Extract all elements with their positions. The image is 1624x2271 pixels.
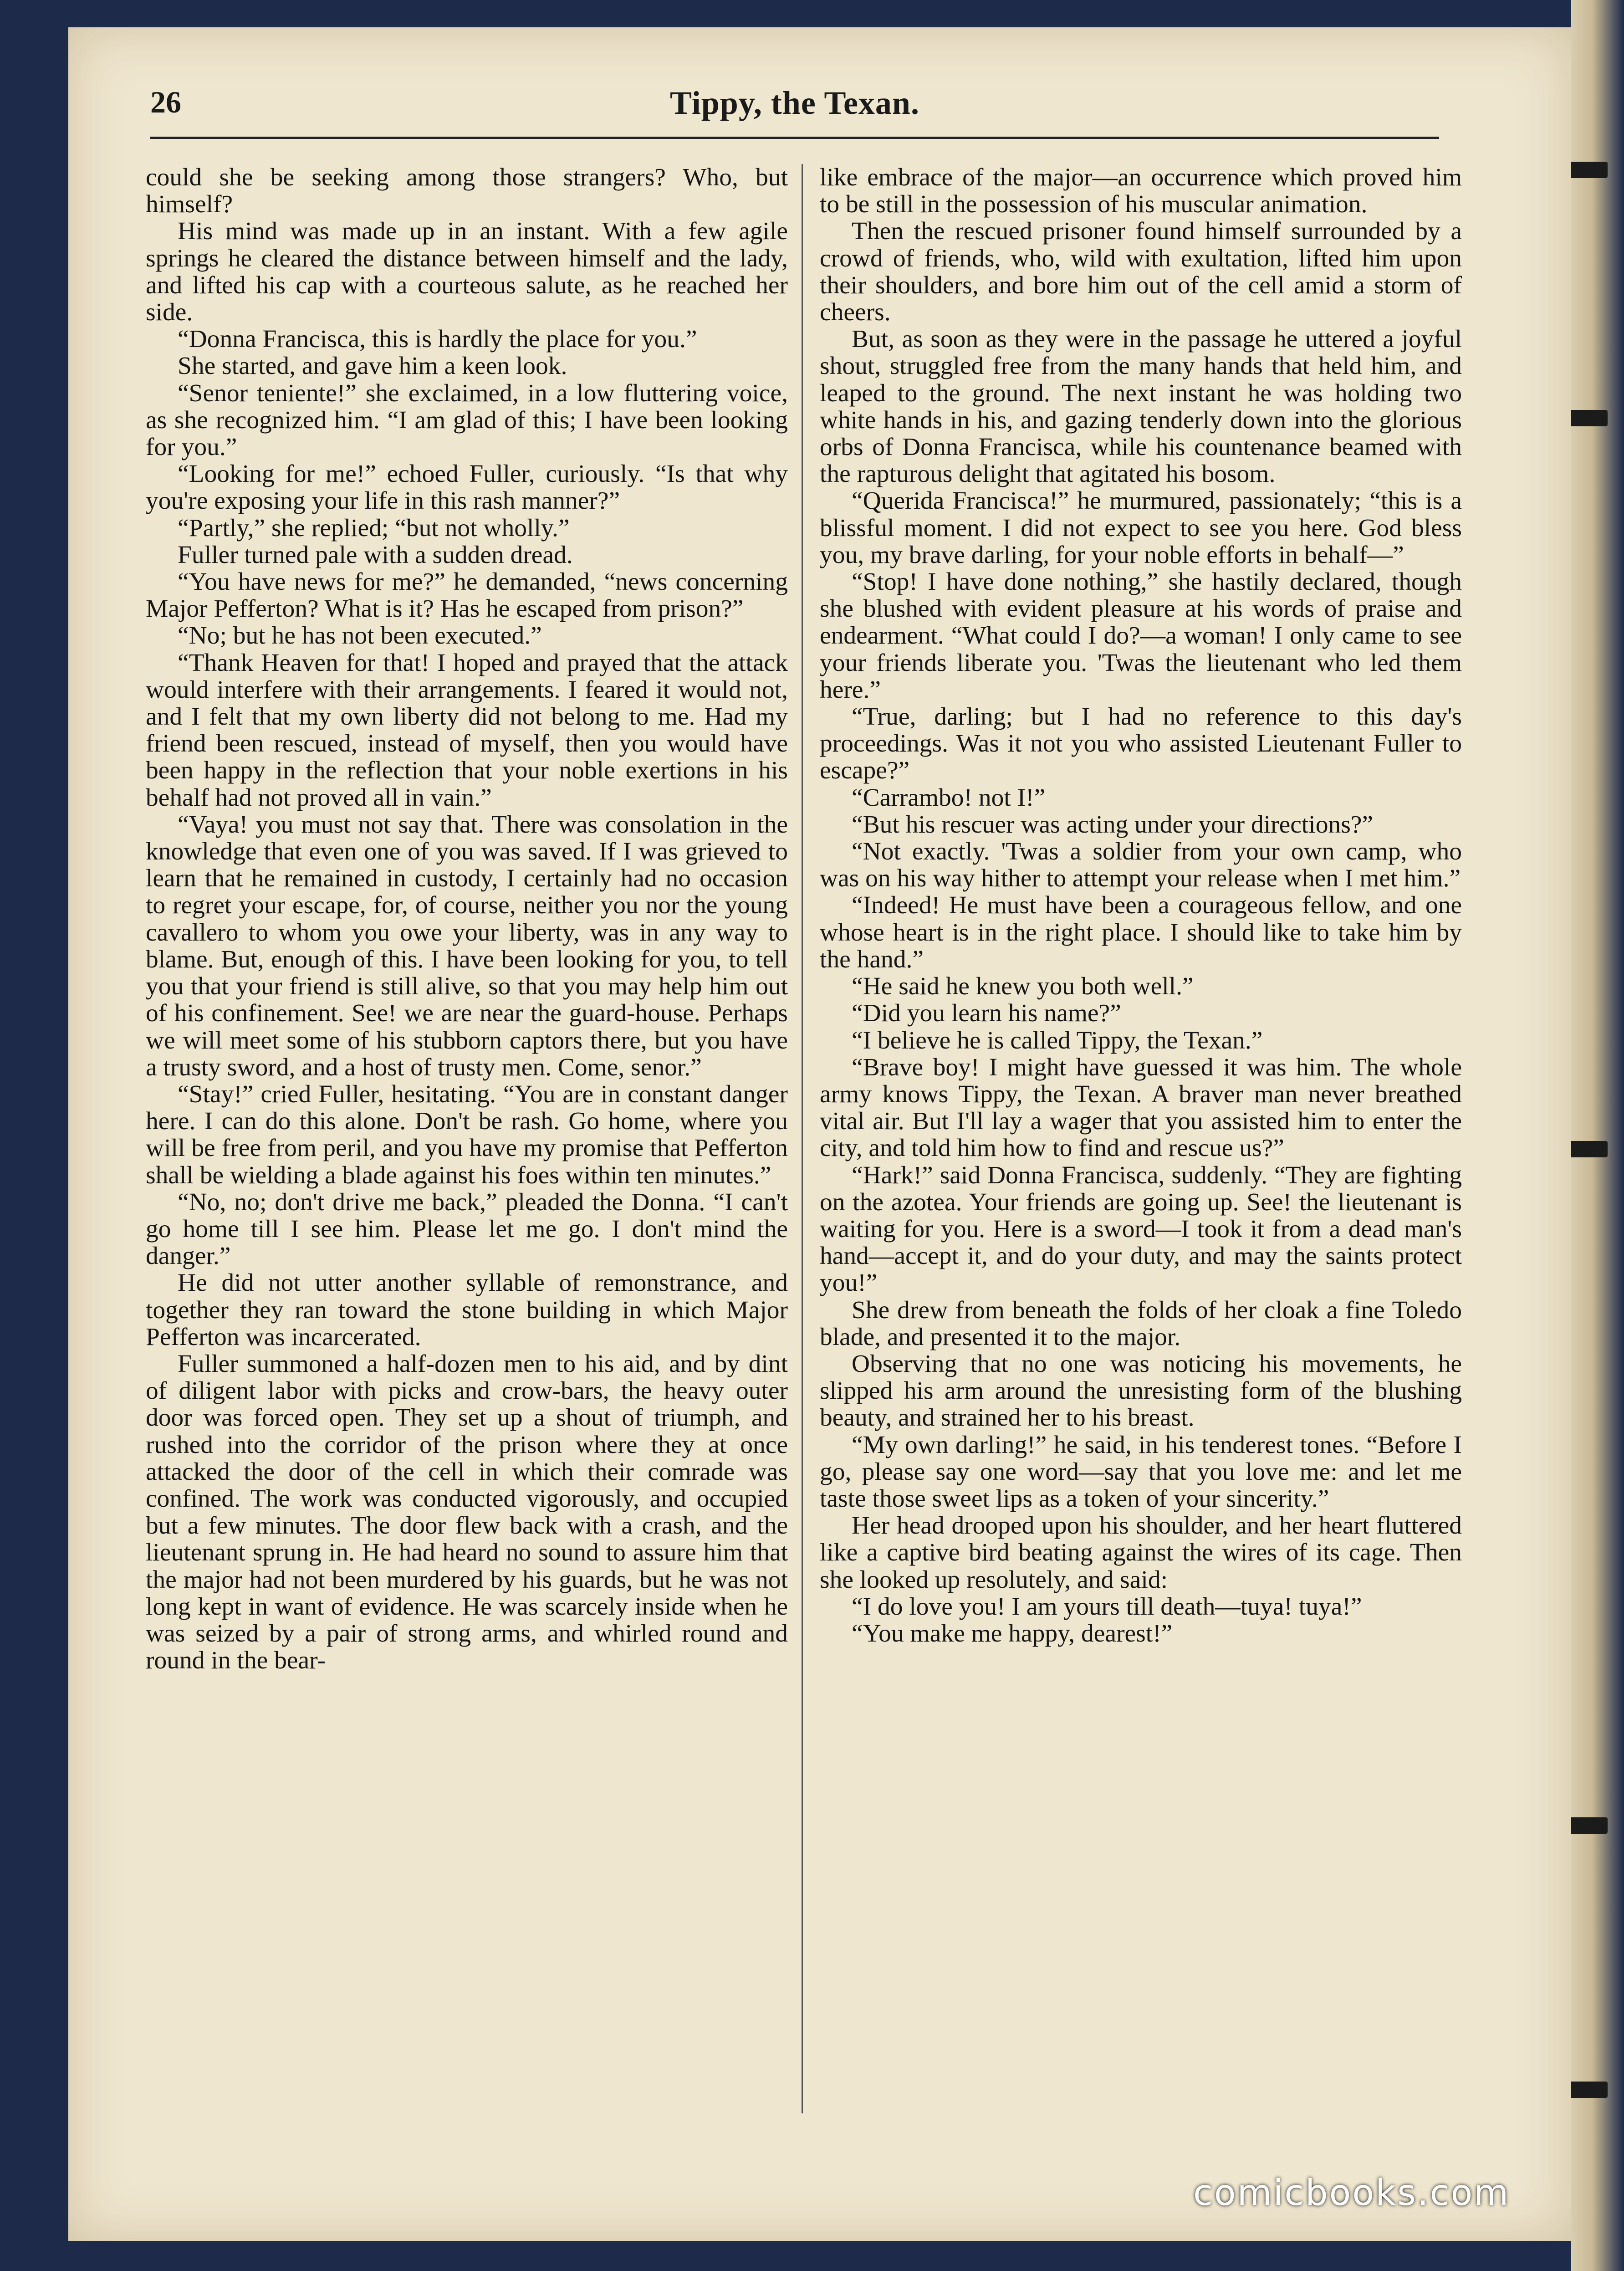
paragraph: “But his rescuer was acting under your directions?” bbox=[852, 810, 1374, 839]
paragraph: “Not exactly. 'Twas a soldier from your own camp, who was on his way hither to attempt your release when I met him.” bbox=[820, 838, 1462, 893]
paragraph: Her head drooped upon his shoulder, and her heart fluttered like a captive bird beating against the wires of its cage. Then she looked up resolutely, and said: bbox=[820, 1512, 1462, 1594]
paragraph: “Stay!” cried Fuller, hesitating. “You are in constant danger here. I can do this alone. Don't be rash. Go home, where you will be free from peril, and you have my promise that Pefferton shall be wielding a blade against his foes within ten minutes.” bbox=[146, 1080, 788, 1189]
left-column bbox=[146, 164, 788, 1674]
paragraph: Fuller summoned a half-dozen men to his aid, and by dint of diligent labor with picks and crow-bars, the heavy outer door was forced open. They set up a shout of triumph, and rushed into the corridor of the prison where they at once attacked the door of the cell in which their comrade was confined. The work was conducted vigorously, and occupied but a few minutes. The door flew back with a crash, and the lieutenant sprung in. He had heard no sound to assure him that the major had not been murdered by his guards, but he was not long kept in want of evidence. He was scarcely inside when he was seized by a pair of strong arms, and whirled round and round in the bear- bbox=[146, 1350, 788, 1675]
page-number: 26 bbox=[150, 85, 181, 119]
binding-spine bbox=[1571, 0, 1624, 2271]
paragraph: “Did you learn his name?” bbox=[852, 999, 1121, 1028]
running-header bbox=[150, 84, 1439, 125]
paragraph: “Donna Francisca, this is hardly the place for you.” bbox=[178, 325, 697, 353]
paragraph: “I do love you! I am yours till death—tuya! tuya!” bbox=[852, 1592, 1362, 1621]
paragraph: “He said he knew you both well.” bbox=[852, 972, 1194, 1001]
paragraph: “Thank Heaven for that! I hoped and prayed that the attack would interfere with their arrangements. I feared it would not, and I felt that my own liberty did not belong to me. Had my friend been rescued, instead of myself, then you would have been happy in the reflection that your noble exertions in his behalf had not proved all in vain.” bbox=[146, 649, 788, 812]
paragraph: Fuller turned pale with a sudden dread. bbox=[178, 541, 573, 569]
paragraph: “Senor teniente!” she exclaimed, in a low fluttering voice, as she recognized him. “I am glad of this; I have been looking for you.” bbox=[146, 379, 788, 461]
paragraph: He did not utter another syllable of remonstrance, and together they ran toward the stone building in which Major Pefferton was incarcerated. bbox=[146, 1269, 788, 1351]
paragraph: “Stop! I have done nothing,” she hastily declared, though she blushed with evident pleasure at his words of praise and endearment. “What could I do?—a woman! I only came to see your friends liberate you. 'Twas the lieutenant who led them here.” bbox=[820, 568, 1462, 704]
header-rule bbox=[150, 137, 1439, 139]
column-divider bbox=[802, 164, 803, 2113]
paragraph: She started, and gave him a keen look. bbox=[178, 352, 567, 380]
paragraph: “Vaya! you must not say that. There was consolation in the knowledge that even one of you was saved. If I was grieved to learn that he remained in custody, I certainly had no occasion to regret your escape, for, of course, neither you nor the young cavallero to whom you owe your liberty, was in any way to blame. But, enough of this. I have been looking for you, to tell you that your friend is still alive, so that you may help him out of his confinement. See! we are near the guard-house. Perhaps we will meet some of his stubborn captors there, but you have a trusty sword, and a host of trusty men. Come, senor.” bbox=[146, 810, 788, 1081]
paragraph: Observing that no one was noticing his movements, he slipped his arm around the unresisting form of the blushing beauty, and strained her to his breast. bbox=[820, 1350, 1462, 1432]
paragraph: “My own darling!” he said, in his tenderest tones. “Before I go, please say one word—say that you love me: and let me taste those sweet lips as a token of your sincerity.” bbox=[820, 1431, 1462, 1513]
page-title: Tippy, the Texan. bbox=[670, 85, 919, 121]
paragraph: “Carrambo! not I!” bbox=[852, 783, 1046, 812]
paragraph: But, as soon as they were in the passage he uttered a joyful shout, struggled free from the many hands that held him, and leaped to the ground. The next instant he was holding two white hands in his, and gazing tenderly down into the glorious orbs of Donna Francisca, while his countenance beamed with the rapturous delight that agitated his bosom. bbox=[820, 325, 1462, 488]
paragraph: “No; but he has not been executed.” bbox=[178, 622, 542, 650]
site-watermark: comicbooks.com bbox=[1193, 2173, 1510, 2214]
paragraph: “Indeed! He must have been a courageous fellow, and one whose heart is in the right place. I should like to take him by the hand.” bbox=[820, 891, 1462, 973]
paragraph: like embrace of the major—an occurrence which proved him to be still in the possession of his muscular animation. bbox=[820, 164, 1462, 219]
paragraph: “Partly,” she replied; “but not wholly.” bbox=[178, 514, 570, 542]
paragraph: “I believe he is called Tippy, the Texan.” bbox=[852, 1026, 1263, 1054]
paragraph: She drew from beneath the folds of her cloak a fine Toledo blade, and presented it to the major. bbox=[820, 1296, 1462, 1351]
paragraph: “You have news for me?” he demanded, “news concerning Major Pefferton? What is it? Has he escaped from prison?” bbox=[146, 568, 788, 623]
paragraph: could she be seeking among those strangers? Who, but himself? bbox=[146, 164, 788, 219]
paragraph: Then the rescued prisoner found himself surrounded by a crowd of friends, who, wild with exultation, lifted him upon their shoulders, and bore him out of the cell amid a storm of cheers. bbox=[820, 217, 1462, 327]
paragraph: “Brave boy! I might have guessed it was him. The whole army knows Tippy, the Texan. A braver man never breathed vital air. But I'll lay a wager that you assisted him to enter the city, and told him how to find and rescue us?” bbox=[820, 1053, 1462, 1162]
paragraph: “Querida Francisca!” he murmured, passionately; “this is a blissful moment. I did not expect to see you here. God bless you, my brave darling, for your noble efforts in behalf—” bbox=[820, 487, 1462, 569]
paragraph: “No, no; don't drive me back,” pleaded the Donna. “I can't go home till I see him. Please let me go. I don't mind the danger.” bbox=[146, 1188, 788, 1270]
paragraph: “True, darling; but I had no reference to this day's proceedings. Was it not you who assisted Lieutenant Fuller to escape?” bbox=[820, 703, 1462, 785]
right-column bbox=[820, 164, 1462, 1647]
paragraph: His mind was made up in an instant. With a few agile springs he cleared the distance between himself and the lady, and lifted his cap with a courteous salute, as he reached her side. bbox=[146, 217, 788, 327]
paragraph: “You make me happy, dearest!” bbox=[852, 1619, 1173, 1647]
paragraph: “Hark!” said Donna Francisca, suddenly. “They are fighting on the azotea. Your friends are going up. See! the lieutenant is waiting for you. Here is a sword—I took it from a dead man's hand—accept it, and do your duty, and may the saints protect you!” bbox=[820, 1161, 1462, 1297]
paragraph: “Looking for me!” echoed Fuller, curiously. “Is that why you're exposing your life in this rash manner?” bbox=[146, 460, 788, 515]
